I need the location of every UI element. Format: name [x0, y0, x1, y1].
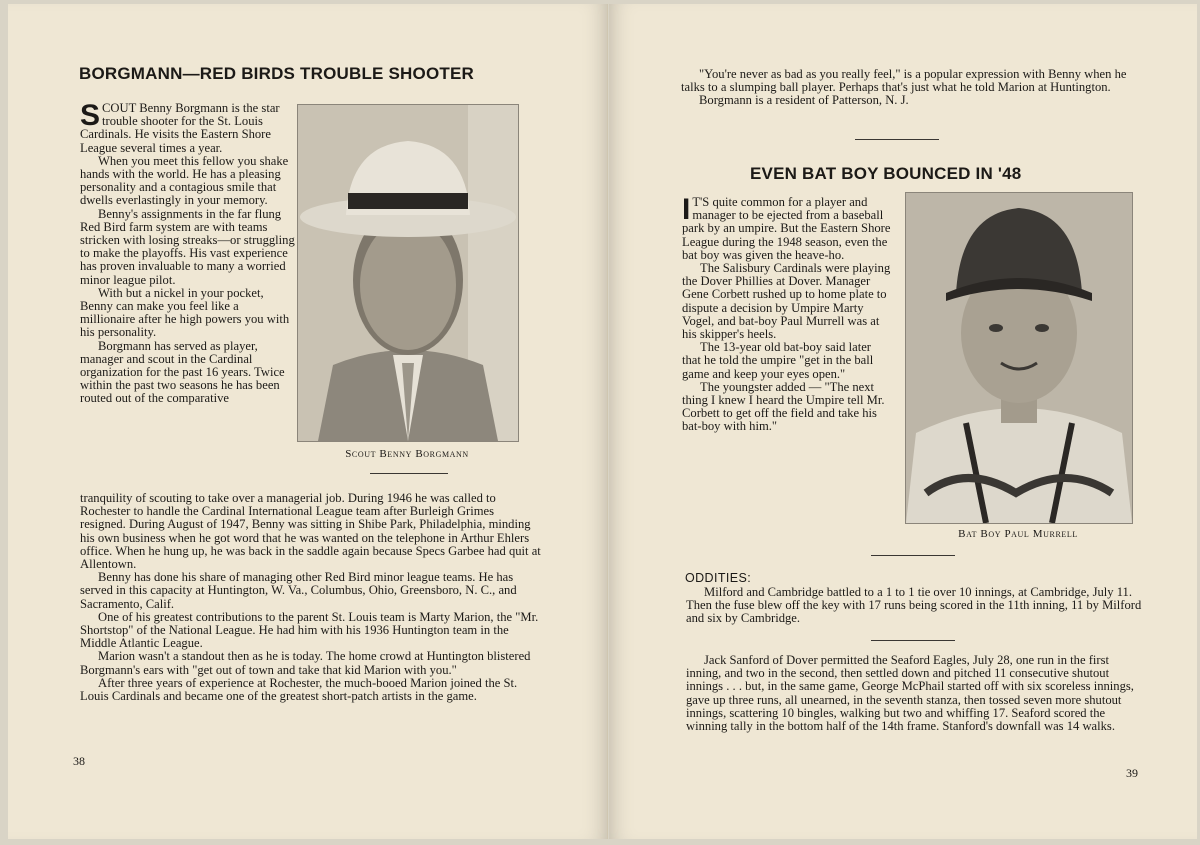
- borgmann-column-text: [80, 99, 295, 406]
- borgmann-para-3: Benny's assignments in the far flung Red Bird farm system are with teams stricken with losing streaks—or struggling to make the playoffs. His vast experience has proven invaluable to many a worried minor league pilot.: [80, 206, 295, 287]
- oddity-1-block: [686, 586, 1142, 626]
- borgmann-para-5b: tranquility of scouting to take over a managerial job. During 1946 he was called to Rochester to handle the Cardinal International League team after Burleigh Grimes resigned. During August of 1947, Benny was sitting in Shibe Park, Philadelphia, minding his own business when he got word that he was wanted on the telephone in Arthur Ehlers office. When he hung up, he was back in the saddle again because Specs Garbee had quit at Allentown.: [80, 491, 541, 572]
- bat-boy-para-4: The youngster added — "The next thing I knew I heard the Umpire tell Mr. Corbett to get off the field and take his bat-boy with him.": [682, 379, 885, 434]
- bat-boy-para-3: The 13-year old bat-boy said later that he told the umpire "get in the ball game and keep your eyes open.": [682, 340, 874, 381]
- oddity-2: Jack Sanford of Dover permitted the Seaford Eagles, July 28, one run in the first inning, and two in the second, then settled down and pitched 11 consecutive shutout innings . . . but, in the same game, George McPhail started off with six scoreless innings, gave up three runs, all unearned, in the seventh stanza, then tossed seven more shutout innings, scattering 10 bingles, walking but two and whiffing 17. Seaford scored the winning tally in the bottom half of the 14th frame. Stanford's downfall was 14 walks.: [686, 653, 1134, 734]
- intro-para-1: "You're never as bad as you really feel," is a popular expression with Benny when he talks to a slumping ball player. Perhaps that's just what he told Marion at Huntington.: [681, 67, 1127, 95]
- dropcap-s: S: [80, 99, 101, 132]
- caption-divider-left: [370, 473, 448, 474]
- caption-borgmann: Scout Benny Borgmann: [345, 448, 469, 460]
- dropcap-i: I: [682, 193, 691, 226]
- bat-boy-para-1-text: T'S quite common for a player and manager to be ejected from a baseball park by an umpire. But the Eastern Shore League during the 1948 season, even the bat boy was given the heave-ho.: [682, 195, 891, 262]
- oddity-divider: [871, 640, 955, 641]
- borgmann-para-4: With but a nickel in your pocket, Benny can make you feel like a millionaire after he high powers you with his personality.: [80, 285, 290, 340]
- borgmann-para-7: One of his greatest contributions to the parent St. Louis team is Marty Marion, the "Mr. Shortstop" of the National League. He had him with his 1936 Huntington team in the Middle Atlantic League.: [80, 609, 539, 651]
- borgmann-para-1: [80, 99, 295, 155]
- borgmann-continued-text: [681, 68, 1139, 108]
- photo-paul-murrell: [905, 192, 1133, 524]
- portrait-illustration: [298, 105, 518, 441]
- caption-divider-right: [871, 555, 955, 556]
- borgmann-para-8: Marion wasn't a standout then as he is today. The home crowd at Huntington blistered Borgmann's ears with "get out of town and take that kid Marion with you.": [80, 649, 531, 677]
- borgmann-full-width-text: [80, 492, 542, 703]
- borgmann-para-6: Benny has done his share of managing other Red Bird minor league teams. He has served in this capacity at Huntington, W. Va., Columbus, Ohio, Greensboro, N. C., and Sacramento, Calif.: [80, 570, 517, 611]
- left-page: [8, 4, 608, 839]
- photo-benny-borgmann: [297, 104, 519, 442]
- oddity-1: Milford and Cambridge battled to a 1 to 1 tie over 10 innings, at Cambridge, July 11. Then the fuse blew off the key with 17 runs being scored in the 11th inning, 11 by Milford and six by Cambridge.: [686, 585, 1142, 626]
- bat-boy-illustration: [906, 193, 1132, 523]
- borgmann-para-2: When you meet this fellow you shake hands with the world. He has a pleasing personality and a contagious smile that dwells everlastingly in your memory.: [80, 153, 289, 208]
- oddities-label: ODDITIES:: [685, 571, 752, 585]
- intro-para-2: Borgmann is a resident of Patterson, N. J.: [699, 93, 909, 108]
- page-number-39: 39: [1126, 766, 1138, 780]
- oddity-2-block: [686, 654, 1142, 733]
- bat-boy-para-2: The Salisbury Cardinals were playing the Dover Phillies at Dover. Manager Gene Corbett rushed up to home plate to dispute a decision by Umpire Marty Vogel, and bat-boy Paul Murrell was at his skipper's heels.: [682, 261, 891, 342]
- borgmann-para-1-text: COUT Benny Borgmann is the star trouble shooter for the St. Louis Cardinals. He visits the Eastern Shore League several times a year.: [80, 101, 280, 155]
- borgmann-para-5a: Borgmann has served as player, manager and scout in the Cardinal organization for the past 16 years. Twice within the past two seasons he has been routed out of the comparative: [80, 338, 285, 406]
- bat-boy-para-1: [682, 193, 892, 262]
- right-page: [609, 4, 1197, 839]
- page-number-38: 38: [73, 754, 85, 768]
- bat-boy-column-text: [682, 193, 892, 434]
- caption-murrell: Bat Boy Paul Murrell: [958, 528, 1078, 540]
- borgmann-para-9: After three years of experience at Rochester, the much-booed Marion joined the St. Louis Cardinals and became one of the greatest short-patch artists in the game.: [80, 675, 518, 704]
- section-divider-top: [855, 139, 939, 140]
- article-title-bat-boy: EVEN BAT BOY BOUNCED IN '48: [750, 164, 1022, 183]
- article-title-borgmann: BORGMANN—RED BIRDS TROUBLE SHOOTER: [79, 64, 474, 83]
